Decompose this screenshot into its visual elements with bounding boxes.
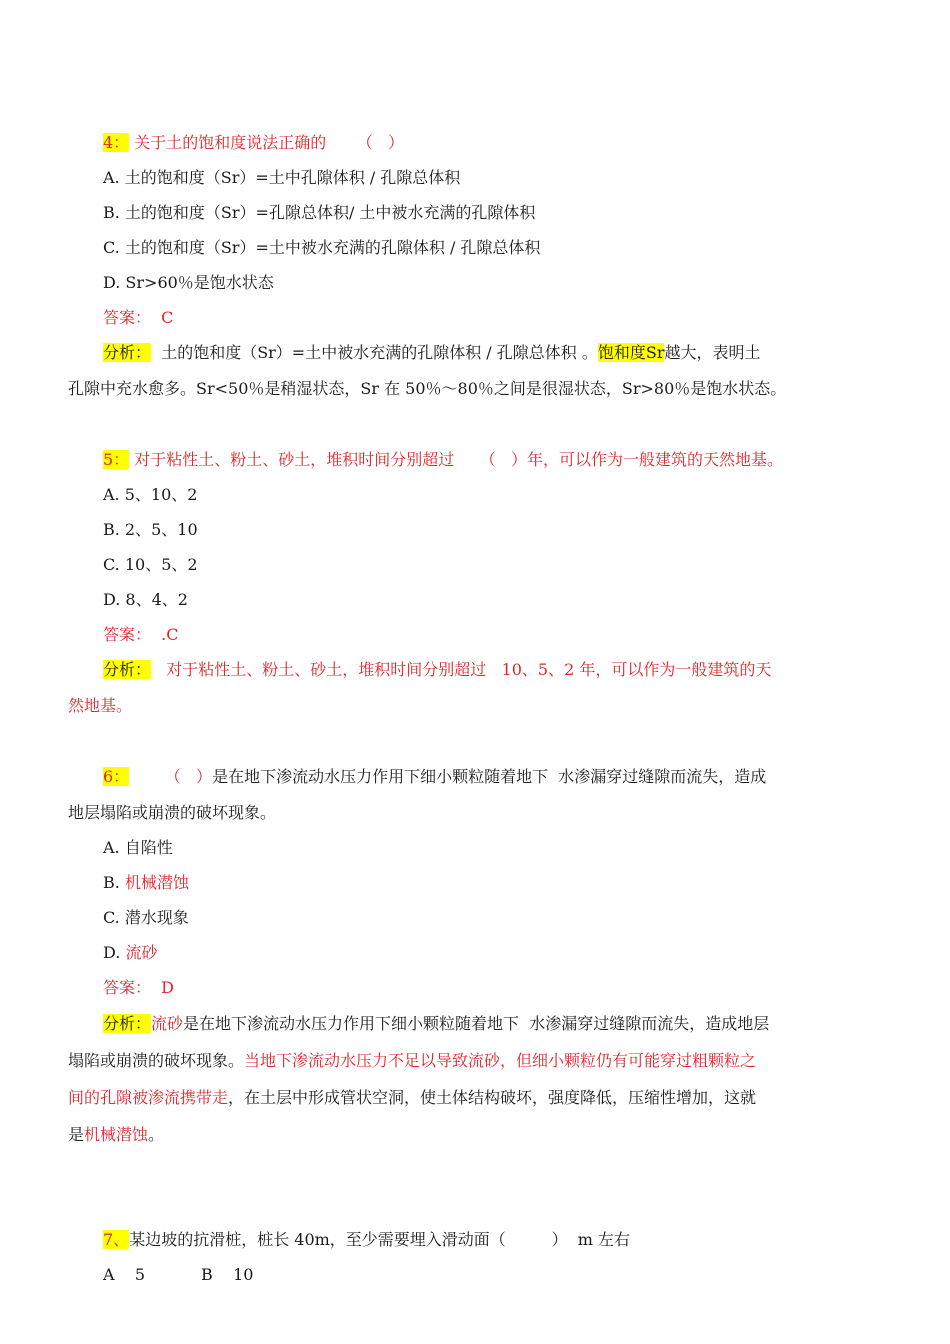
question-number: 5： (103, 450, 130, 469)
option-c: C. 土的饱和度（Sr）=土中被水充满的孔隙体积 / 孔隙总体积 (103, 238, 541, 257)
option-a: A. 土的饱和度（Sr）=土中孔隙体积 / 孔隙总体积 (103, 168, 461, 187)
option-c: C. 潜水现象 (103, 908, 189, 927)
option-b: B. 机械潜蚀 (103, 873, 189, 892)
question-7-stem: 7、某边坡的抗滑桩，桩长 40m，至少需要埋入滑动面（ ） m 左右 (103, 1230, 631, 1249)
answer: 答案： .C (103, 625, 179, 644)
analysis-label: 分析： (103, 343, 152, 362)
answer: 答案： D (103, 978, 175, 997)
question-6-stem-line2: 地层塌陷或崩溃的破坏现象。 (68, 803, 277, 822)
option-c: C. 10、5、2 (103, 555, 198, 574)
question-5-stem: 5： 对于粘性土、粉土、砂土，堆积时间分别超过 （ ）年，可以作为一般建筑的天然地基。 (103, 450, 783, 469)
option-b: B. 2、5、10 (103, 520, 198, 539)
analysis-line: 是机械潜蚀。 (68, 1125, 165, 1144)
question-6-stem: 6： （ ）是在地下渗流动水压力作用下细小颗粒随着地下 水渗漏穿过缝隙而流失，造成 (103, 767, 767, 786)
option-b: B. 土的饱和度（Sr）=孔隙总体积/ 土中被水充满的孔隙体积 (103, 203, 536, 222)
analysis-line: 分析： 土的饱和度（Sr）=土中被水充满的孔隙体积 / 孔隙总体积 。饱和度Sr越大，表明土 (103, 343, 761, 362)
option-d: D. Sr>60％是饱水状态 (103, 273, 274, 292)
analysis-line: 塌陷或崩溃的破坏现象。当地下渗流动水压力不足以导致流砂，但细小颗粒仍有可能穿过粗颗粒之 (68, 1051, 757, 1070)
analysis-line: 孔隙中充水愈多。Sr<50％是稍湿状态，Sr 在 50％～80％之间是很湿状态，Sr>80％是饱水状态。 (68, 379, 787, 398)
answer: 答案： C (103, 308, 174, 327)
analysis-line: 间的孔隙被渗流携带走，在土层中形成管状空洞，使土体结构破坏，强度降低，压缩性增加，这就 (68, 1088, 757, 1107)
analysis-line: 分析：流砂是在地下渗流动水压力作用下细小颗粒随着地下 水渗漏穿过缝隙而流失，造成地层 (103, 1014, 770, 1033)
analysis-label: 分析： (103, 1014, 152, 1033)
highlight-term: 饱和度Sr (597, 343, 665, 362)
options-row: A 5 B 10 (103, 1265, 254, 1284)
question-number: 7、 (103, 1230, 130, 1249)
question-number: 4： (103, 133, 130, 152)
analysis-line: 分析： 对于粘性土、粉土、砂土，堆积时间分别超过 10、5、2 年，可以作为一般建筑的天 (103, 660, 772, 679)
option-d: D. 8、4、2 (103, 590, 188, 609)
question-4-stem: 4： 关于土的饱和度说法正确的 （ ） (103, 133, 405, 152)
analysis-label: 分析： (103, 660, 152, 679)
option-d: D. 流砂 (103, 943, 158, 962)
analysis-line: 然地基。 (68, 696, 133, 715)
question-number: 6： (103, 767, 130, 786)
option-a: A. 5、10、2 (103, 485, 198, 504)
option-a: A. 自陷性 (103, 838, 173, 857)
